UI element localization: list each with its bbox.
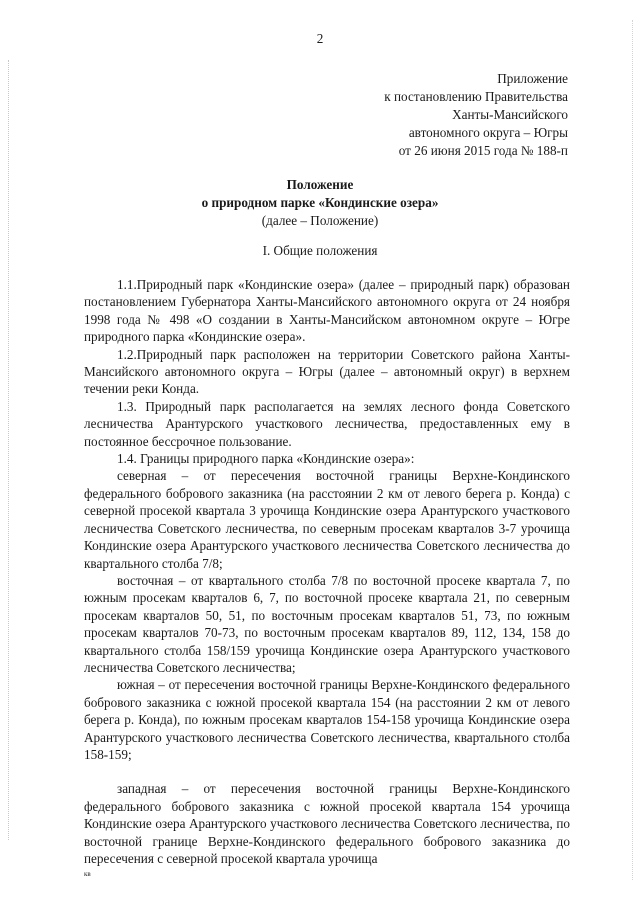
paragraph: 1.2.Природный парк расположен на территории Советского района Ханты-Мансийского автономного округа – Югры (далее – автономный округ) в верхнем течении реки Конда. (84, 346, 570, 397)
appendix-header (384, 70, 568, 160)
appendix-line: к постановлению Правительства (384, 89, 568, 104)
document-title (0, 176, 640, 230)
blank-line (84, 763, 570, 780)
appendix-line: автономного округа – Югры (408, 125, 568, 140)
footer-mark: кв (84, 870, 91, 878)
appendix-line: от 26 июня 2015 года № 188-п (398, 143, 568, 158)
paragraph: южная – от пересечения восточной границы Верхне-Кондинского федерального бобрового заказника с южной просекой квартала 154 (на расстоянии 2 км от левого берега р. Конда), по южным просекам кварталов 154-158 урочища Кондинские озера Арантурского участкового лесничества Советского лесничества, квартального столба 158-159; (84, 677, 570, 762)
paragraph: северная – от пересечения восточной границы Верхне-Кондинского федерального бобрового заказника (на расстоянии 2 км от левого берега р. Конда) с северной просекой квартала 3 урочища Кондинские озера Арантурского участкового лесничества Советского лесничества, по северным просекам кварталов 3-7 урочища Кондинские озера Арантурского участкового лесничества Советского лесничества до квартального столба 7/8; (84, 468, 570, 571)
paragraph: 1.4. Границы природного парка «Кондинские озера»: (117, 451, 415, 467)
appendix-line: Ханты-Мансийского (452, 107, 568, 122)
title-line: Положение (286, 177, 354, 192)
paragraph: восточная – от квартального столба 7/8 по восточной просеке квартала 7, по южным просекам кварталов 6, 7, по восточной просеке квартала 21, по северным просекам кварталов 50, 51, по восточным просекам кварталов 51, 73, по южным просекам кварталов 70-73, по восточным просекам кварталов 89, 112, 134, 158 до квартального столба 158/159 урочища Кондинские озера Арантурского участкового лесничества Советского лесничества; (84, 572, 570, 675)
body-text (84, 276, 570, 867)
page-number: 2 (316, 31, 324, 46)
section-heading: I. Общие положения (262, 243, 378, 258)
scan-right-edge (632, 20, 634, 880)
paragraph: 1.1.Природный парк «Кондинские озера» (далее – природный парк) образован постановлением Губернатора Ханты-Мансийского автономного округа от 24 ноября 1998 года № 498 «О создании в Ханты-Мансийском автономном округе – Югре природного парка «Кондинские озера». (84, 277, 570, 345)
title-line: о природном парке «Кондинские озера» (201, 195, 439, 210)
appendix-line: Приложение (497, 71, 568, 86)
paragraph: 1.3. Природный парк располагается на землях лесного фонда Советского лесничества Арантурского участкового лесничества, предоставленных ему в постоянное бессрочное пользование. (84, 398, 570, 449)
title-subline: (далее – Положение) (261, 213, 379, 228)
paragraph: западная – от пересечения восточной границы Верхне-Кондинского федерального бобрового заказника с южной просекой квартала 154 урочища Кондинские озера Арантурского участкового лесничества Советского лесничества, по восточной границе Верхне-Кондинского федерального бобрового заказника до пересечения с северной просекой квартала урочища (84, 781, 570, 866)
